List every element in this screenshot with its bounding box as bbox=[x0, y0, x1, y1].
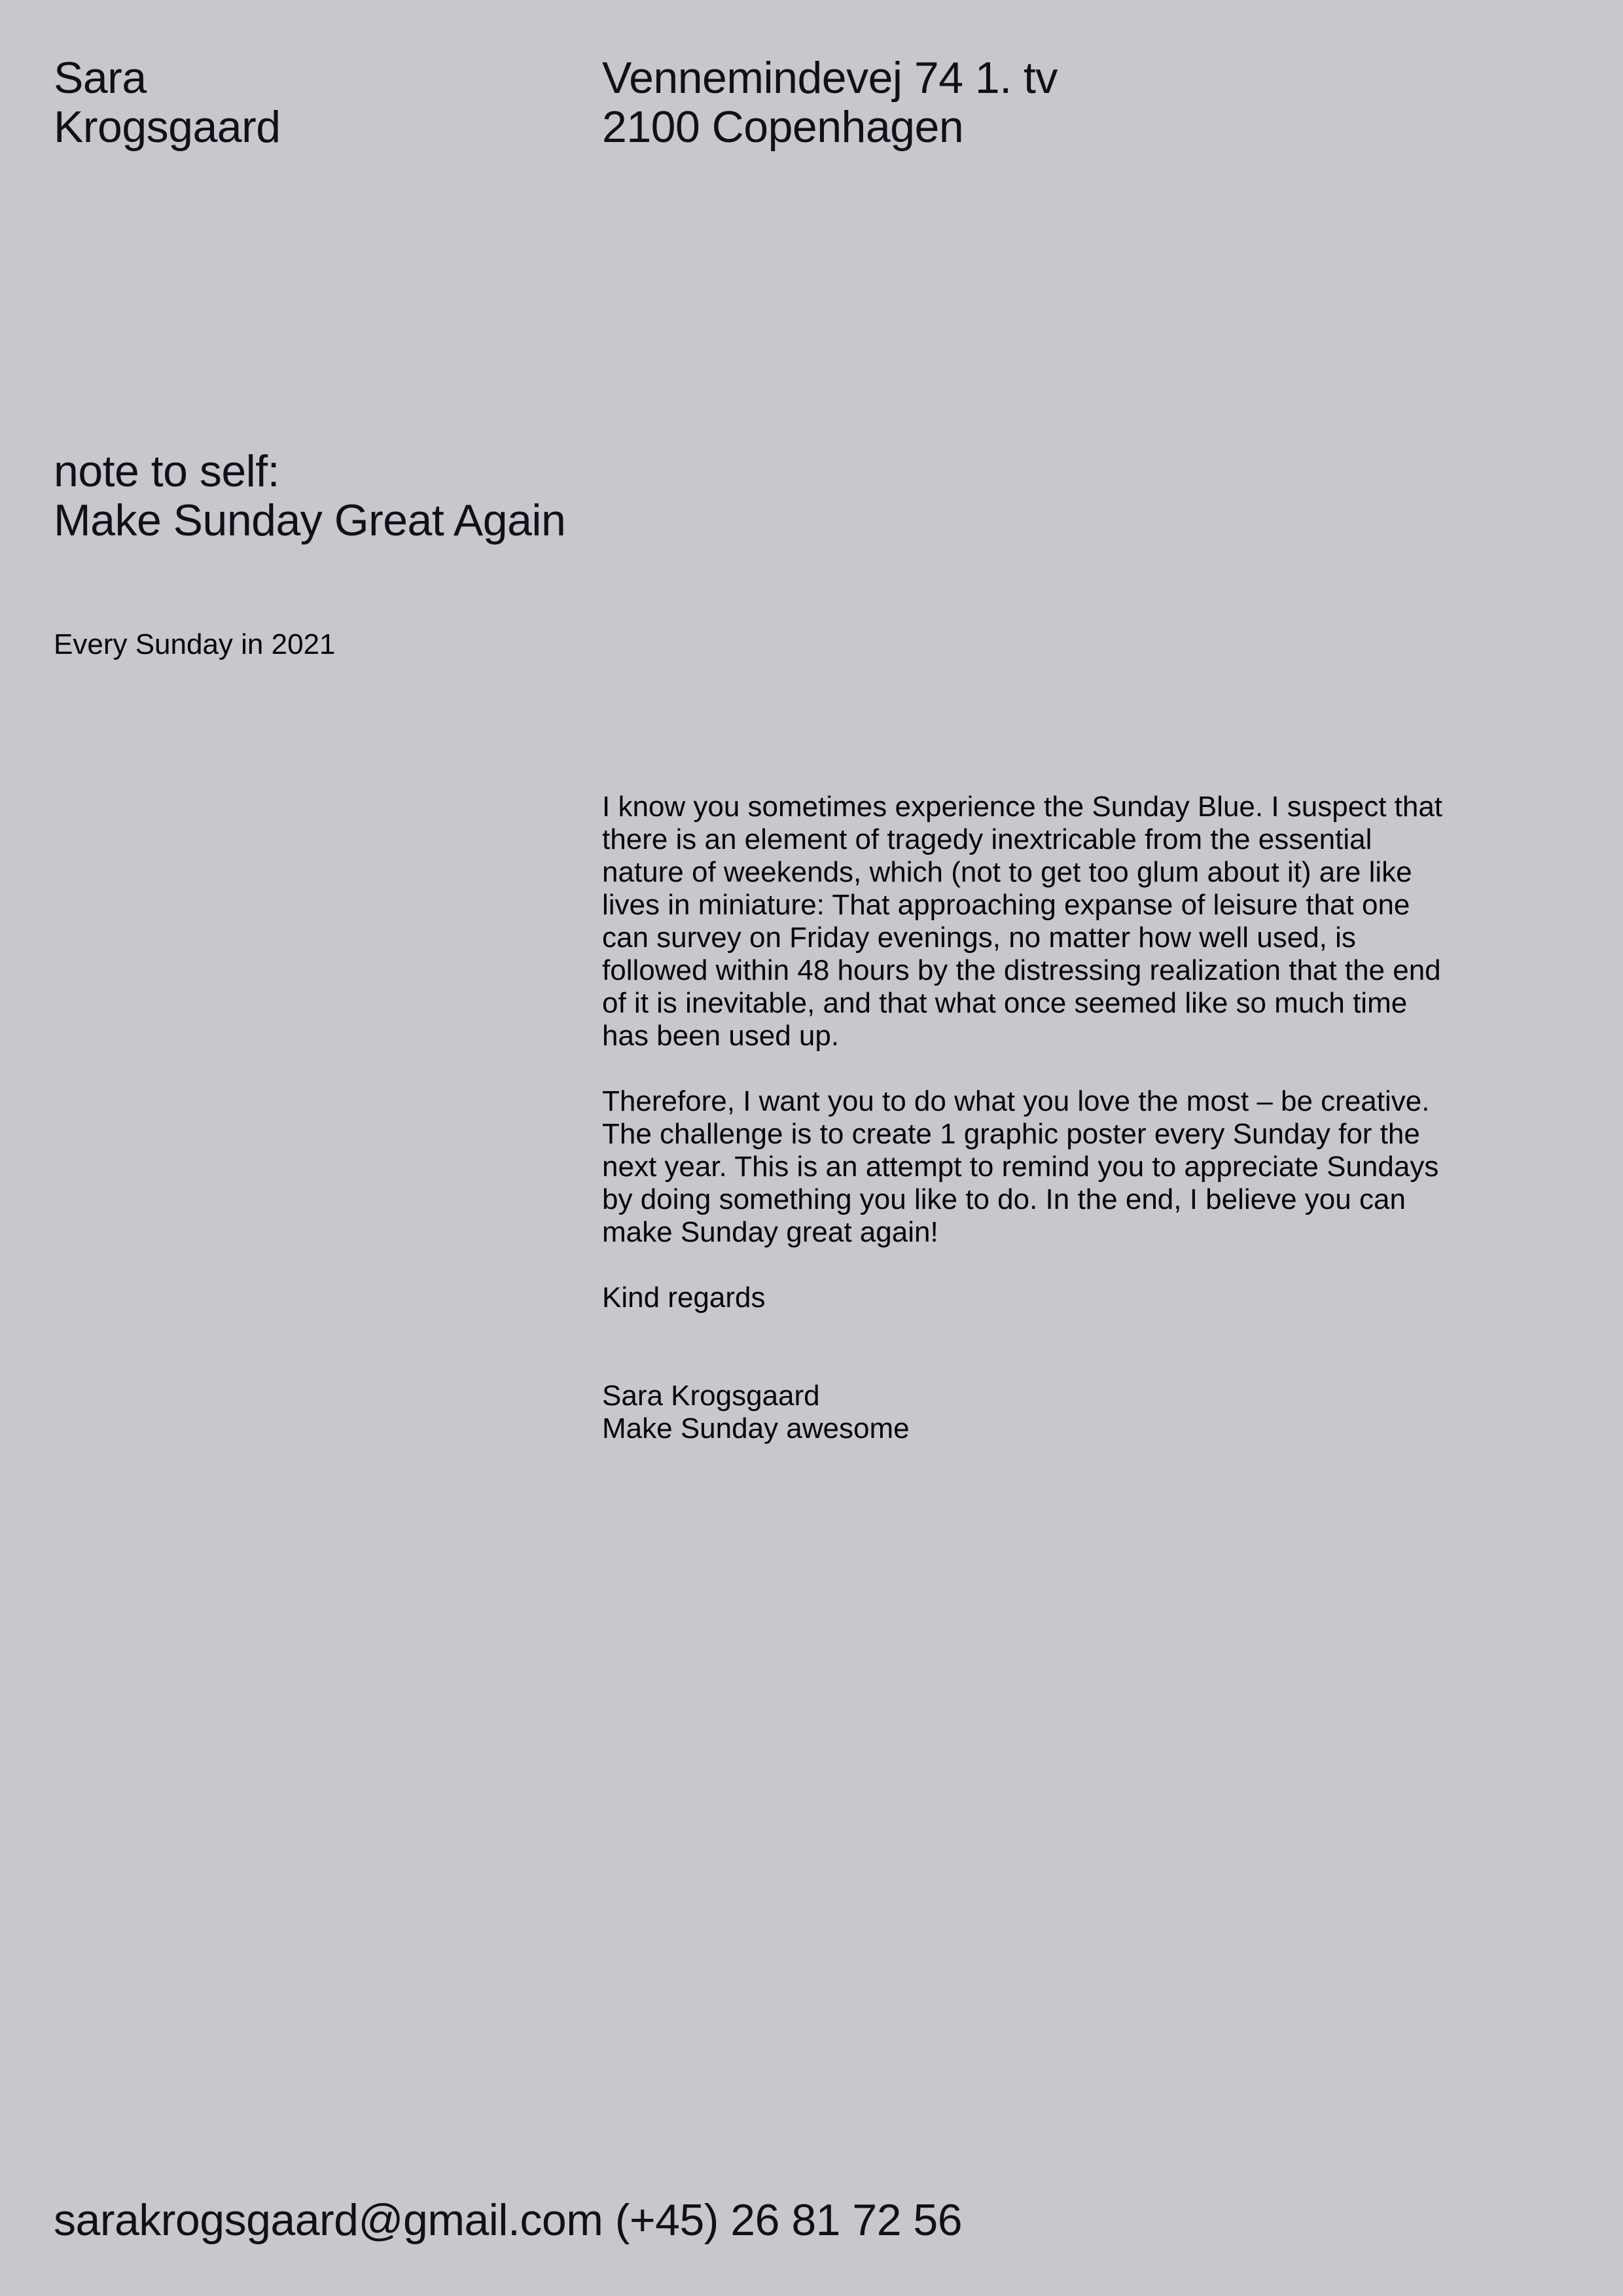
sender-first-name: Sara bbox=[54, 53, 147, 103]
contact-email: sarakrogsgaard@gmail.com bbox=[54, 2195, 603, 2245]
heading-line-2: Make Sunday Great Again bbox=[54, 495, 566, 545]
signature-title: Make Sunday awesome bbox=[602, 1412, 910, 1444]
letter-body bbox=[602, 791, 1453, 1249]
letter-paragraph-2: Therefore, I want you to do what you love the most – be creative. The challenge is to create 1 graphic poster every Sunday for the next year. This is an attempt to remind you to appreciate Sundays by doing something you like to do. In the end, I believe you can make Sunday great again! bbox=[602, 1085, 1439, 1248]
heading-line-1: note to self: bbox=[54, 446, 280, 496]
address-street: Vennemindevej 74 1. tv bbox=[602, 53, 1058, 103]
sender-name bbox=[54, 54, 512, 152]
signature-name: Sara Krogsgaard bbox=[602, 1380, 820, 1412]
contact-line bbox=[54, 2196, 1559, 2245]
address-city: 2100 Copenhagen bbox=[602, 102, 964, 152]
letter-paragraph-1: I know you sometimes experience the Sunday Blue. I suspect that there is an element of tragedy inextricable from the essential nature of weekends, which (not to get too glum about it) are like lives in miniature: That approaching expanse of leisure that one can survey on Friday evenings, no matter how well used, is followed within 48 hours by the distressing realization that the end of it is inevitable, and that what once seemed like so much time has been used up. bbox=[602, 791, 1443, 1052]
date-line: Every Sunday in 2021 bbox=[54, 628, 336, 660]
letter-closing: Kind regards bbox=[602, 1282, 766, 1314]
sender-address bbox=[602, 54, 1387, 152]
sender-last-name: Krogsgaard bbox=[54, 102, 281, 152]
letter-heading bbox=[54, 447, 643, 545]
contact-phone: (+45) 26 81 72 56 bbox=[615, 2195, 963, 2245]
letter-signature bbox=[602, 1380, 1191, 1445]
